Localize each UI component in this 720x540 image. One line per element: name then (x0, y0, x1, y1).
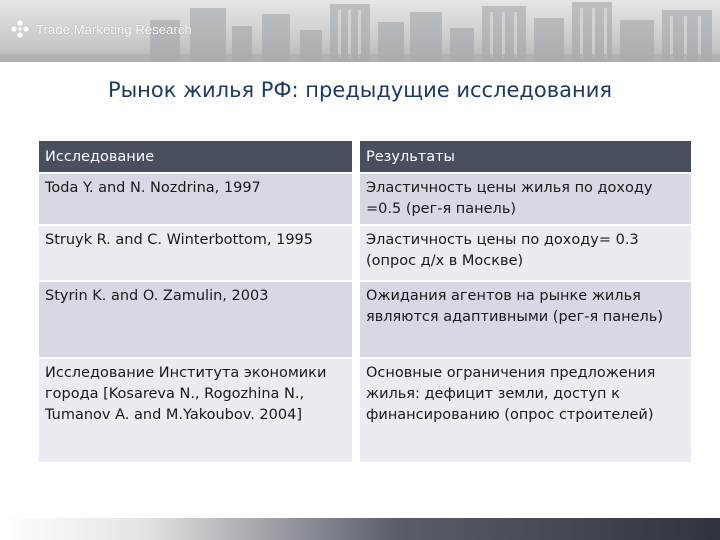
table-header-row (39, 141, 691, 173)
table-row (39, 173, 691, 225)
brand-name: Trade Marketing Research (36, 21, 192, 37)
header-banner (0, 0, 720, 62)
research-table (39, 141, 691, 462)
table-row (39, 281, 691, 358)
study-cell: Struyk R. and C. Winterbottom, 1995 (39, 225, 352, 281)
slide-title: Рынок жилья РФ: предыдущие исследования (107, 78, 613, 102)
table-row (39, 225, 691, 281)
result-cell: Основные ограничения предложения жилья: дефицит земли, доступ к финансированию (опрос строителей) (360, 358, 691, 462)
study-cell: Styrin K. and O. Zamulin, 2003 (39, 281, 352, 358)
study-cell: Toda Y. and N. Nozdrina, 1997 (39, 173, 352, 225)
result-cell: Ожидания агентов на рынке жилья являются адаптивными (рег-я панель) (360, 281, 691, 358)
result-cell: Эластичность цены жилья по доходу =0.5 (рег-я панель) (360, 173, 691, 225)
result-cell: Эластичность цены по доходу= 0.3 (опрос д/х в Москве) (360, 225, 691, 281)
column-header-study: Исследование (39, 141, 352, 173)
table-row (39, 358, 691, 462)
brand (10, 18, 192, 40)
footer-bar (0, 518, 720, 540)
study-cell: Исследование Института экономики города [Kosareva N., Rogozhina N., Tumanov A. and M.Yakoubov. 2004] (39, 358, 352, 462)
tmr-logo-icon (10, 19, 30, 39)
column-header-results: Результаты (360, 141, 691, 173)
